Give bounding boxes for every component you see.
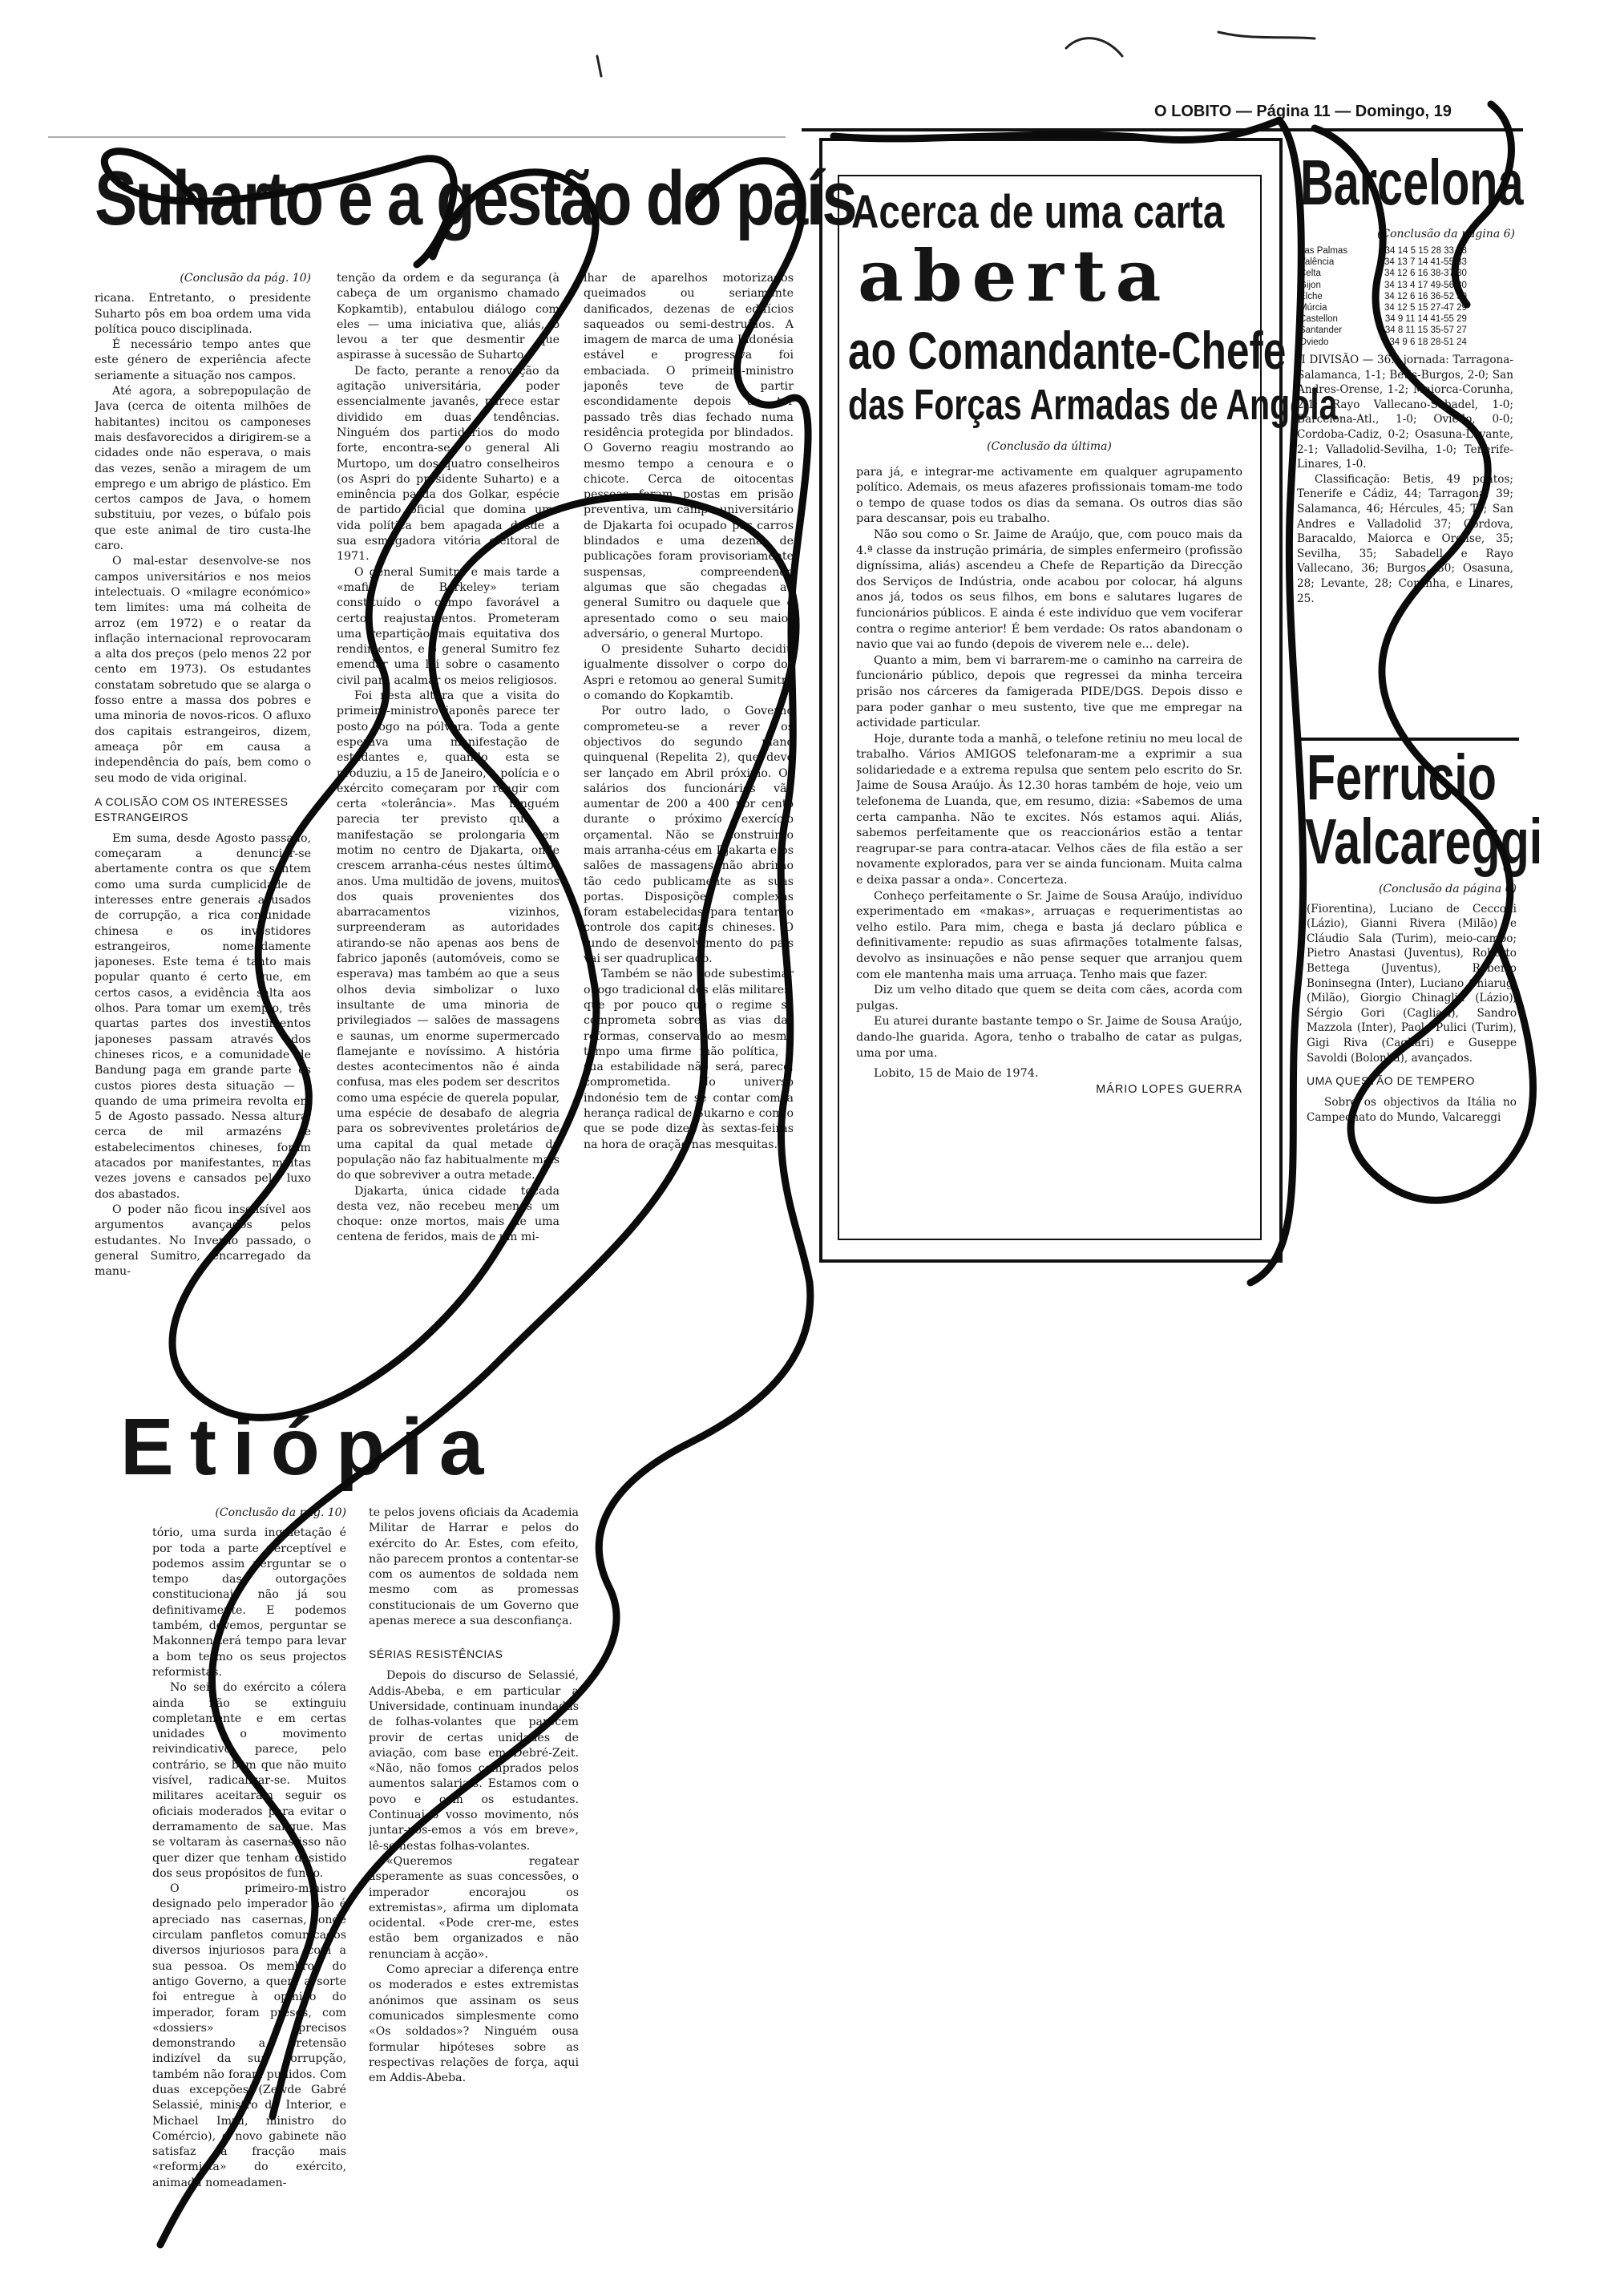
suharto-paragraph: Foi nesta altura que a visita do primeiro-ministro japonês parece ter posto fogo na pólvora. Toda a gente esperava uma manifestação de estudantes e, quando esta se produziu, a 15 de Janeiro, a polícia e o exército começaram por reagir com certa «tolerância». Mas ninguém parecia ter previsto que a manifestação se prolongaria em motim no centro de Djakarta, onde crescem arranha-céus nestes últimos anos. Uma multidão de jovens, muitos dos quais provenientes dos abarracamentos vizinhos, surpreenderam as autoridades atirando-se não apenas aos bens de fabrico japonês (automóveis, como se esperava) mas também ao que a seus olhos devia simbolizar o luxo insultante de uma minoria de privilegiados — salões de massagens e saunas, um enorme supermercado flamejante e novíssimo. A história destes acontecimentos não é ainda confusa, mas eles podem ser descritos como uma espécie de querela popular, uma espécie de desabafo de alegria para os sobreviventes proletários de uma capital da qual metade da população não faz habitualmente mais do que sobreviver a outra metade. [337,689,560,1182]
barcelona-body [1297,353,1513,722]
league-stats: 34 9 6 18 28-51 24 [1389,337,1467,347]
suharto-continuation: (Conclusão da pág. 10) [180,272,311,285]
suharto-paragraph: tenção da ordem e da segurança (à cabeça de um organismo chamado Kopkamtib), entabulou diálogo com eles — uma iniciativa que, aliás, o levou a ter que desmentir que aspirasse à sucessão de Suharto. [337,272,560,362]
scribble-stroke [1066,38,1122,56]
league-team: Celta [1299,269,1321,279]
carta-headline-1: Acerca de uma carta [851,186,1225,238]
league-team: Elche [1299,291,1323,301]
carta-paragraph: Não sou como o Sr. Jaime de Araújo, que, com pouco mais da 4.ª classe da instrução primária, de simples enfermeiro (profissão digníssima, aliás) ascendeu a Chefe de Repartição da Direcção dos Serviços de Indústria, onde acabou por colocar, há alguns anos já, todos os seus filhos, em bons e salutares lugares de funcionários públicos. E ainda é este indivíduo que vem vociferar contra o regime anterior! É bem verdade: Os ratos abandonam o navio que vai ao fundo (depois de viverem nele e... dele). [856,528,1242,652]
etiopia-column-1 [152,1506,346,2207]
carta-continuation: (Conclusão da última) [987,440,1112,453]
etiopia-paragraph: tório, uma surda inquietação é por toda a parte perceptível e podemos assim perguntar se o tempo das outorgações constitucionais não já sou definitivamente. E podemos também, devemos, perguntar se Makonnen terá tempo para levar a bom termo os seus projectos reformistas. [152,1526,346,1679]
top-rule-left [48,136,786,138]
masthead: O LOBITO — Página 11 — Domingo, 19 [1154,103,1452,120]
league-stats: 34 14 5 15 28 33 23 [1384,246,1467,256]
suharto-paragraph: É necessário tempo antes que este género de experiência afecte seriamente a situação nos campos. [95,338,311,382]
suharto-paragraph: Também se não pode subestimar o jogo tradicional dos elãs militares, que por pouco que o regime se comprometa sobre as vias das reformas, conservando ao mesmo tempo uma firme mão política, a sua estabilidade não será, parece, comprometida. No universo indonésio tem de se contar com a herança radical de Sukarno e com o que se pode dizer às sextas-feiras na hora de oração nas mesquitas. [584,968,794,1151]
barcelona-paragraph: Classificação: Betis, 49 pontos; Tenerife e Cádiz, 44; Tarragona, 39; Salamanca, 46; Hércules, 45; Te; San Andres e Valladolid 37; Córdova, Baracaldo, Maiorca e Orense, 35; Sevilha, 35; Sabadell e Rayo Vallecano, 36; Burgos, 30; Osasuna, 28; Levante, 28; Corunha, e Linares, 25. [1297,472,1513,605]
league-row [1297,257,1469,268]
league-row [1297,268,1469,279]
league-team: Múrcia [1299,303,1327,313]
etiopia-subhead: SÉRIAS RESISTÊNCIAS [369,1647,503,1661]
suharto-paragraph: Por outro lado, o Governo comprometeu-se a rever os objectivos do segundo plano quinquenal (Repelita 2), que deve ser lançado em Abril próximo. Os salários dos funcionários vão aumentar de 200 a 400 por cento durante o próximo exercício orçamental. Não se construirão mais arranha-céus em Djakarta e os salões de massagens não abrirão tão cedo publicamente as suas portas. Disposições complexas foram estabelecidas para tentar o controle dos capitais chineses. O fundo de desenvolvimento do país vai ser quadruplicado. [584,705,794,966]
suharto-paragraph: ricana. Entretanto, o presidente Suharto pôs em boa ordem uma vida política pouco disciplinada. [95,292,311,336]
league-row [1297,302,1469,313]
carta-paragraph: Eu aturei durante bastante tempo o Sr. Jaime de Sousa Araújo, dando-lhe guarida. Agora, tenho o trabalho de catar as pulgas, uma por uma. [856,1015,1242,1060]
scribble-stroke [597,56,601,76]
top-rule [802,128,1523,131]
suharto-column-3 [584,271,794,1201]
suharto-paragraph: O presidente Suharto decidiu igualmente dissolver o corpo dos Aspri e retomou ao general Sumitro o comando do Kopkamtib. [584,643,794,703]
barcelona-continuation: (Conclusão da página 6) [1376,228,1515,241]
carta-paragraph: para já, e integrar-me activamente em qualquer agrupamento político. Ademais, os meus afazeres profissionais tomam-me todo o tempo de quase todos os dias da semana. Os outros dias são para descansar, pois eu trabalho. [856,465,1242,526]
league-row [1297,325,1469,336]
league-team: Oviedo [1299,337,1329,347]
league-stats: 34 12 5 15 27-47 29 [1384,303,1467,313]
etiopia-paragraph: Depois do discurso de Selassié, Addis-Abeba, e em particular a Universidade, continuam inundadas de folhas-volantes que parecem provir de certas unidades de aviação, com base em Debré-Zeit. «Não, não fomos comprados pelos aumentos salariais. Estamos com o povo e com os estudantes. Continuai o vosso movimento, nós juntar-nos-emos a vós em breve», lê-se nestas folhas-volantes. [369,1669,579,1853]
suharto-column-1 [95,271,311,1393]
league-team: Santander [1299,325,1343,336]
etiopia-column-2 [369,1506,579,2207]
scribble-stroke [1218,32,1315,38]
league-stats: 34 8 11 15 35-57 27 [1384,325,1467,336]
suharto-column-2 [337,271,560,1393]
barcelona-headline: Barcelona [1300,147,1524,218]
league-stats: 34 12 6 16 38-37 30 [1384,269,1467,279]
ferrucio-paragraph: (Fiorentina), Luciano de Cecconi (Lázio), Gianni Rivera (Milão) e Cláudio Sala (Turim), meio-campo; Pietro Anastasi (Juventus), Roberto Bettega (Juventus), Roberto Boninsegna (Inter), Luciano Chiarugi (Milão), Giorgio Chinaglia (Lázio), Sérgio Gori (Cagliari), Sandro Mazzola (Inter), Paolo Pulici (Turim), Gigi Riva (Cagliari) e Guseppe Savoldi (Bolonha), avançados. [1307,902,1517,1065]
league-stats: 34 12 6 16 36-52 30 [1384,291,1467,301]
etiopia-paragraph: O primeiro-ministro designado pelo imperador não é apreciado nas casernas, onde circulam panfletos comunicados diversos injuriosos para com a sua pessoa. Os membros do antigo Governo, a quem a sorte foi entregue à opinião do imperador, foram presos, com «dossiers» precisos demonstrando a pretensão indizível da sua corrupção, também não foram punidos. Com duas excepções (Zewde Gabré Selassié, ministro do Interior, e Michael Imru, ministro do Comércio), o novo gabinete não satisfaz a fracção mais «reformista» do exército, animada nomeadamen- [152,1882,346,2189]
carta-headline-2: aberta [858,234,1171,317]
etiopia-paragraph: Como apreciar a diferença entre os moderados e estes extremistas anónimos que assinam os seus comunicados simplesmente como «Os soldados»? Ninguém ousa formular hipóteses sobre as respectivas relações de força, aqui em Addis-Abeba. [369,1963,579,2085]
league-stats: 34 13 4 17 49-56 30 [1384,280,1467,290]
ferrucio-subhead: UMA QUESTÃO DE TEMPERO [1307,1074,1475,1088]
suharto-subhead: A COLISÃO COM OS INTERESSES ESTRANGEIROS [95,794,289,823]
carta-signature: MÁRIO LOPES GUERRA [1096,1082,1242,1096]
etiopia-paragraph: te pelos jovens oficiais da Academia Militar de Harrar e pelos do exército do Ar. Estes, com efeito, não parecem prontos a contentar-se com os aumentos de soldada nem mesmo com as promessas constitucionais de um Governo que apenas merece a sua desconfiança. [369,1506,579,1628]
league-team: Castellon [1299,314,1338,325]
suharto-paragraph: O poder não ficou insensível aos argumentos avançados pelos estudantes. No Inverno passado, o general Sumitro, encarregado da manu- [95,1203,311,1279]
league-stats: 34 9 11 14 41-55 29 [1384,314,1467,325]
suharto-paragraph: O general Sumitro e mais tarde a «mafia de Berkeley» teriam constituído o campo favorável a certos reajustamentos. Prometeram uma repartição mais equitativa dos rendimentos, e o general Sumitro fez emendar uma lei sobre o casamento civil para acalmar os meios religiosos. [337,565,560,687]
league-team: Gijon [1299,280,1321,290]
suharto-paragraph: O mal-estar desenvolve-se nos campos universitários e nos meios intelectuais. O «milagre económico» tem limites: uma má colheita de arroz (em 1972) e o reatar da inflação internacional reprovocaram a alta dos preços (pelo menos 22 por cento em 1973). Os estudantes constatam sobretudo que se alarga o fosso entre a massa dos pobres e uma minoria de novos-ricos. O afluxo dos capitais estrangeiros, dizem, ameaça pôr em causa a independência do país, bem como o seu modo de vida original. [95,555,311,785]
barcelona-divider [1295,738,1519,741]
league-row [1297,313,1469,325]
ferrucio-headline-1: Ferrucio [1307,742,1497,813]
carta-paragraph: Hoje, durante toda a manhã, o telefone retiniu no meu local de trabalho. Vários AMIGOS telefonaram-me a exprimir a sua solidariedade e a extrema repulsa que sentem pelo escrito do Sr. Jaime de Sousa Araújo. Às 12.30 horas também de hoje, veio um telefonema de Luanda, que, em resumo, dizia: «Sabemos de uma certa campanha. Não te excites. Nós estamos aqui. Aliás, sabemos perfeitamente que os reaccionários estão a tentar reagrupar-se para contra-atacar. Velhos cães de fila estão a ser novamente explorados, para ver se ainda funcionam. Muita calma e deixa passar a onda». Concerteza. [856,732,1242,887]
league-row [1297,291,1469,302]
suharto-headline: Suharto e a gestão do país [95,156,856,241]
barcelona-paragraph: II DIVISÃO — 36.ª jornada: Tarragona-Salamanca, 1-1; Betis-Burgos, 2-0; San Andres-Orense, 1-2; Maiorca-Corunha, 2-1; Rayo Vallecano-Sabadel, 1-0; Barcelona-Atl., 1-0; Oviedo, 0-0; Cordoba-Cadiz, 0-2; Osasuna-Levante, 2-1; Valladolid-Sevilha, 1-0; Tenerife-Linares, 1-0. [1297,354,1513,471]
ferrucio-paragraph: Sobre os objectivos da Itália no Campeonato do Mundo, Valcareggi [1307,1096,1517,1124]
carta-body [856,439,1242,1205]
carta-headline-4: das Forças Armadas de Angola [848,381,1338,429]
suharto-paragraph: lhar de aparelhos motorizados queimados ou seriamente danificados, dezenas de edifícios saqueados ou semi-destruídos. A imagem de marca de uma Indonésia estável e progressiva foi embaciada. O primeiro-ministro japonês teve de partir escondidamente depois de ter passado três dias fechado numa residência protegida por blindados. O Governo reagiu mostrando ao mesmo tempo a cenoura e o chicote. Cerca de oitocentas pessoas foram postas em prisão preventiva, um campo universitário de Djakarta foi ocupado por carros blindados e uma dezena de publicações foram provisoriamente suspensas, compreendendo algumas que são chegadas ao general Sumitro ou daquele que é apresentado como o seu maior adversário, o general Murtopo. [584,272,794,641]
suharto-paragraph: Djakarta, única cidade tocada desta vez, não recebeu menos um choque: onze mortos, mais de uma centena de feridos, mais de um mi- [337,1184,560,1244]
ferrucio-headline-2: Valcareggi [1305,806,1543,877]
carta-paragraph: Conheço perfeitamente o Sr. Jaime de Sousa Araújo, indivíduo experimentado em «makas», arruaças e requerimentistas ao velho estilo. Para mim, chega e basta já declaro pública e definitivamente: repudio as suas afirmações totalmente falsas, devolvo as insinuações e não pense sequer que arranjou quem com ele mantenha mais uma arruaça. Tenho mais que fazer. [856,889,1242,981]
suharto-paragraph: Até agora, a sobrepopulação de Java (cerca de oitenta milhões de habitantes) incitou os camponeses mais desfavorecidos a dirigirem-se a cidades onde não esperava, o mais das vezes, senão a miragem de um emprego e um abrigo de plástico. Em certos campos de Java, o homem substituiu, por vezes, o búfalo pois que este animal de tiro custa-lhe caro. [95,385,311,553]
suharto-paragraph: Em suma, desde Agosto passado, começaram a denunciar-se abertamente contra os que sentem como uma surda cumplicidade de interesses entre generais acusados de corrupção, a rica comunidade chinesa e os investidores estrangeiros, nomeadamente japoneses. Este tema é tanto mais popular quanto é certo que, em certos casos, a evidência salta aos olhos. Para tomar um exemplo, três quartas partes dos investimentos japoneses passam através dos chineses ricos, e a comunidade de Bandung paga em grande parte os custos piores desta situação — a quando de uma primeira revolta em 5 de Agosto passado. Nessa altura, cerca de mil armazéns e estabelecimentos chineses, foram atacados por manifestantes, muitas vezes jovens e cansados pelo luxo dos abastados. [95,831,311,1201]
ferrucio-continuation: (Conclusão da página 6) [1378,883,1517,895]
etiopia-continuation: (Conclusão da pág. 10) [215,1506,346,1519]
etiopia-paragraph: «Queremos regatear asperamente as suas concessões, o imperador encorajou os extremistas», afirma um diplomata ocidental. «Pode crer-me, estes estão bem organizados e não renunciam à acção». [369,1854,579,1961]
carta-paragraph: Quanto a mim, bem vi barrarem-me o caminho na carreira de funcionário público, depois que regressei da minha terceira prisão nos cárceres da famigerada PIDE/DGS. Depois disso e para poder ganhar o meu sustento, tive que me empregar na actividade particular. [856,653,1242,730]
carta-paragraph: Diz um velho ditado que quem se deita com cães, acorda com pulgas. [856,984,1242,1013]
league-row [1297,337,1469,348]
league-table [1297,245,1469,348]
league-team: Valência [1299,257,1335,268]
etiopia-headline: Etiópia [120,1402,500,1492]
carta-headline-3: ao Comandante-Chefe [848,321,1287,380]
ferrucio-body [1307,882,1517,1315]
carta-dateline: Lobito, 15 de Maio de 1974. [874,1067,1039,1081]
league-row [1297,280,1469,291]
suharto-paragraph: De facto, perante a renovação da agitação universitária, o poder essencialmente javanês, parece estar dividido em duas tendências. Ninguém dos partidários do modo forte, encontra-se o general Ali Murtopo, um dos quatro conselheiros (os Aspri do presidente Suharto) e a eminência parda dos Golkar, espécie de partido oficial que domina uma vida política bem apagada desde a sua esmagadora vitória eleitoral de 1971. [337,364,560,564]
etiopia-paragraph: No seio do exército a cólera ainda não se extinguiu completamente e em certas unidades o movimento reivindicativo parece, pelo contrário, se bem que não muito visível, radicalizar-se. Muitos militares aceitaram seguir os oficiais moderados para evitar o derramamento de sangue. Mas se voltaram às casernas isso não quer dizer que tenham desistido dos seus propósitos de fundo. [152,1681,346,1880]
league-row [1297,245,1469,257]
league-team: Las Palmas [1299,246,1348,256]
league-stats: 34 13 7 14 41-55 33 [1384,257,1467,268]
